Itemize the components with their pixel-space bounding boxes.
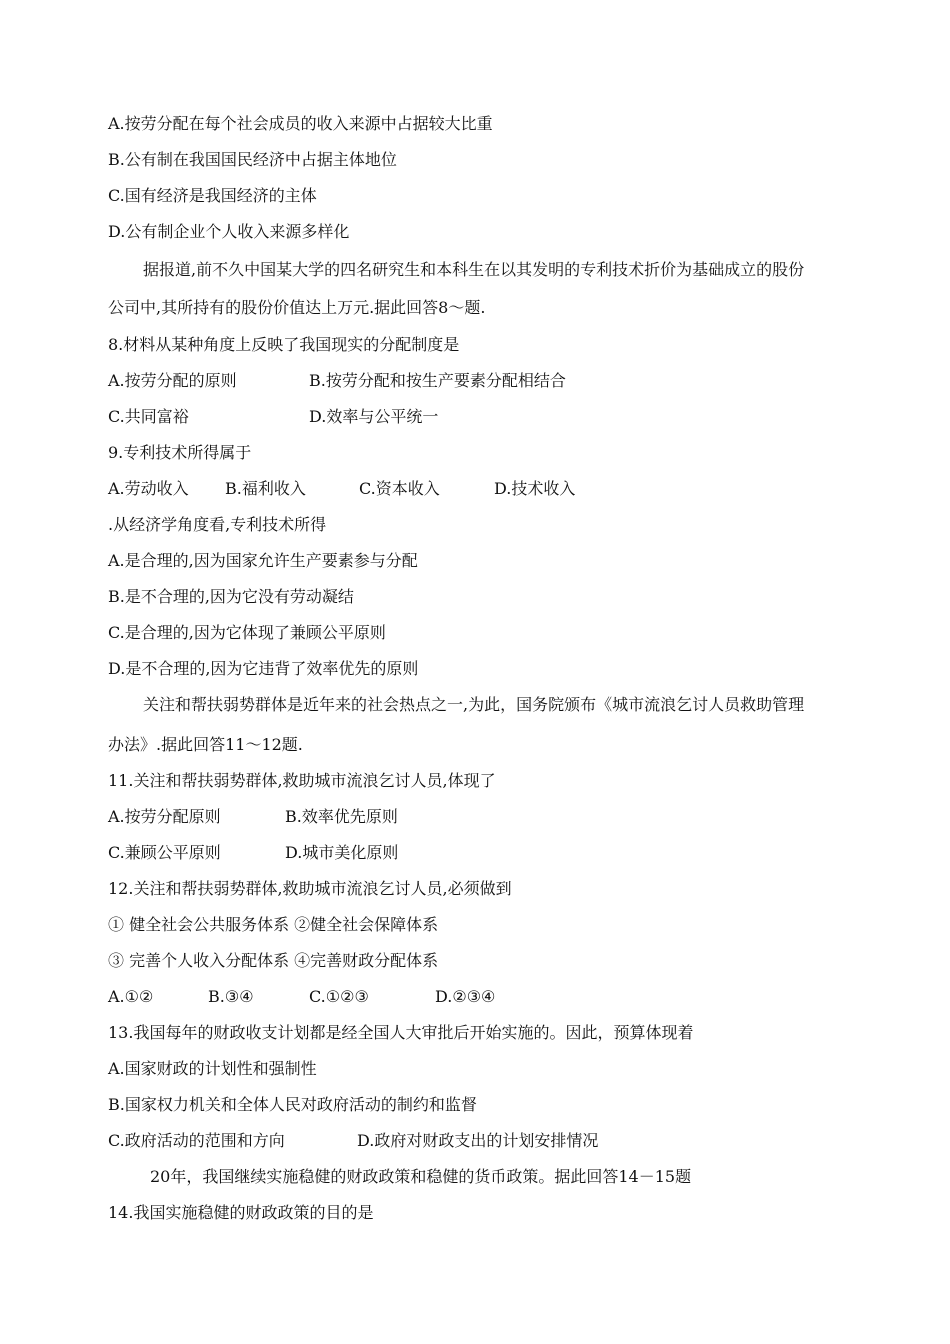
q9-option-a: A.劳动收入 — [108, 479, 189, 498]
q12-option-b: B.③④ — [208, 987, 254, 1006]
material-14-15-line1: 20年，我国继续实施稳健的财政政策和稳健的货币政策。据此回答14－15题 — [150, 1167, 692, 1186]
q8-option-d: D.效率与公平统一 — [309, 407, 439, 426]
q9-option-d: D.技术收入 — [494, 479, 576, 498]
q13-stem: 13.我国每年的财政收支计划都是经全国人大审批后开始实施的。因此，预算体现着 — [108, 1023, 694, 1042]
q13-option-b: B.国家权力机关和全体人民对政府活动的制约和监督 — [108, 1095, 477, 1114]
q8-option-c: C.共同富裕 — [108, 407, 189, 426]
q12-items-1: ① 健全社会公共服务体系 ②健全社会保障体系 — [108, 915, 439, 934]
q12-items-2: ③ 完善个人收入分配体系 ④完善财政分配体系 — [108, 951, 439, 970]
q10-option-d: D.是不合理的,因为它违背了效率优先的原则 — [108, 659, 419, 678]
q12-stem: 12.关注和帮扶弱势群体,救助城市流浪乞讨人员,必须做到 — [108, 879, 512, 898]
q13-option-c: C.政府活动的范围和方向 — [108, 1131, 285, 1150]
q13-option-d: D.政府对财政支出的计划安排情况 — [357, 1131, 599, 1150]
q10-option-c: C.是合理的,因为它体现了兼顾公平原则 — [108, 623, 386, 642]
material-11-12-line1: 关注和帮扶弱势群体是近年来的社会热点之一,为此，国务院颁布《城市流浪乞讨人员救助管理 — [143, 695, 805, 714]
q13-option-a: A.国家财政的计划性和强制性 — [108, 1059, 317, 1078]
q9-option-b: B.福利收入 — [225, 479, 306, 498]
material-11-12-line2: 办法》.据此回答11～12题. — [108, 735, 303, 754]
q8-stem: 8.材料从某种角度上反映了我国现实的分配制度是 — [108, 335, 460, 354]
q11-option-c: C.兼顾公平原则 — [108, 843, 221, 862]
q11-option-b: B.效率优先原则 — [285, 807, 398, 826]
q10-option-b: B.是不合理的,因为它没有劳动凝结 — [108, 587, 354, 606]
q10-stem: .从经济学角度看,专利技术所得 — [108, 515, 327, 534]
q12-option-c: C.①②③ — [309, 987, 369, 1006]
q11-option-d: D.城市美化原则 — [285, 843, 399, 862]
q7-option-b: B.公有制在我国国民经济中占据主体地位 — [108, 150, 397, 169]
q10-option-a: A.是合理的,因为国家允许生产要素参与分配 — [108, 551, 418, 570]
q9-option-c: C.资本收入 — [359, 479, 440, 498]
q7-option-d: D.公有制企业个人收入来源多样化 — [108, 222, 350, 241]
material-8-10-line1: 据报道,前不久中国某大学的四名研究生和本科生在以其发明的专利技术折价为基础成立的股份 — [143, 260, 805, 279]
material-8-10-line2: 公司中,其所持有的股份价值达上万元.据此回答8～题. — [108, 298, 486, 317]
q12-option-a: A.①② — [108, 987, 154, 1006]
q9-stem: 9.专利技术所得属于 — [108, 443, 252, 462]
q12-option-d: D.②③④ — [435, 987, 496, 1006]
q8-option-a: A.按劳分配的原则 — [108, 371, 237, 390]
q11-option-a: A.按劳分配原则 — [108, 807, 221, 826]
q11-stem: 11.关注和帮扶弱势群体,救助城市流浪乞讨人员,体现了 — [108, 771, 496, 790]
q14-stem: 14.我国实施稳健的财政政策的目的是 — [108, 1203, 374, 1222]
q7-option-c: C.国有经济是我国经济的主体 — [108, 186, 317, 205]
q7-option-a: A.按劳分配在每个社会成员的收入来源中占据较大比重 — [108, 114, 493, 133]
q8-option-b: B.按劳分配和按生产要素分配相结合 — [309, 371, 566, 390]
